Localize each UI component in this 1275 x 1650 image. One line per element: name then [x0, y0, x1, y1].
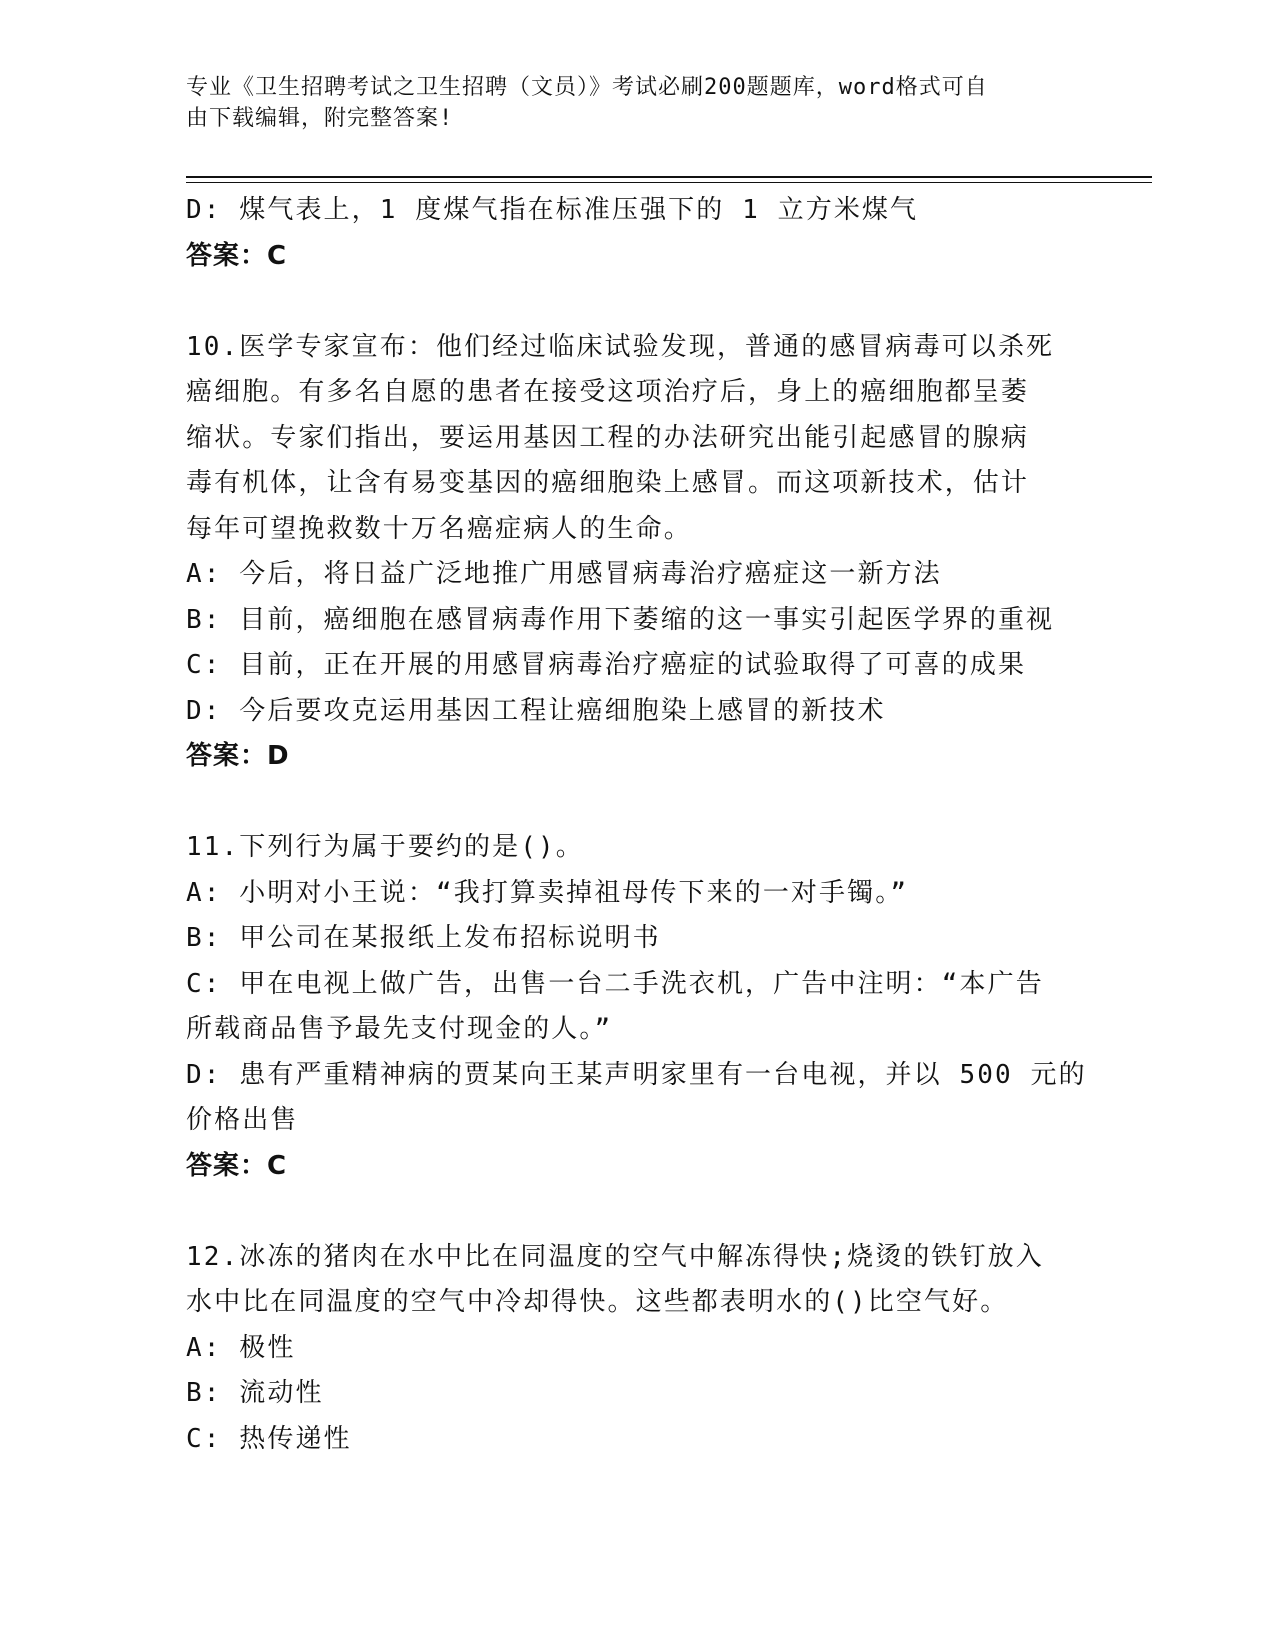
q10-stem-line: 毒有机体，让含有易变基因的癌细胞染上感冒。而这项新技术，估计	[186, 468, 1030, 498]
question-12	[186, 1235, 1066, 1463]
q10-stem-line: 缩状。专家们指出，要运用基因工程的办法研究出能引起感冒的腺病	[186, 422, 1030, 453]
question-9-tail	[186, 188, 1066, 279]
q10-option-b: B: 目前，癌细胞在感冒病毒作用下萎缩的这一事实引起医学界的重视	[186, 604, 1055, 635]
q12-option-c: C: 热传递性	[186, 1423, 352, 1454]
q10-option-c: C: 目前，正在开展的用感冒病毒治疗癌症的试验取得了可喜的成果	[186, 650, 1027, 680]
document-body	[186, 188, 1087, 1462]
q11-option-a: A: 小明对小王说：“我打算卖掉祖母传下来的一对手镯。”	[186, 877, 909, 908]
q12-stem-continued: 水中比在同温度的空气中冷却得快。这些都表明水的()比空气好。	[186, 1287, 1009, 1317]
q11-option-b: B: 甲公司在某报纸上发布招标说明书	[186, 923, 661, 953]
q11-option-c: C: 甲在电视上做广告，出售一台二手洗衣机，广告中注明：“本广告	[186, 968, 1044, 999]
q11-stem: 11.下列行为属于要约的是()。	[186, 832, 584, 862]
spacer	[186, 780, 1066, 826]
q10-stem-line: 10.医学专家宣布：他们经过临床试验发现，普通的感冒病毒可以杀死	[186, 331, 1055, 362]
spacer	[186, 1189, 1066, 1235]
page-header	[186, 72, 1066, 134]
q12-option-a: A: 极性	[186, 1332, 296, 1363]
q12-stem: 12.冰冻的猪肉在水中比在同温度的空气中解冻得快;烧烫的铁钉放入	[186, 1241, 1044, 1272]
document-page	[186, 0, 1152, 1650]
header-divider-thick	[186, 176, 1152, 178]
q10-option-d: D: 今后要攻克运用基因工程让癌细胞染上感冒的新技术	[186, 695, 886, 726]
q9-option-d: D: 煤气表上，1 度煤气指在标准压强下的 1 立方米煤气	[186, 195, 919, 225]
q10-stem-line: 癌细胞。有多名自愿的患者在接受这项治疗后，身上的癌细胞都呈萎	[186, 377, 1030, 407]
q9-answer: 答案：C	[186, 240, 288, 271]
header-line-1: 专业《卫生招聘考试之卫生招聘（文员）》考试必刷200题题库，word格式可自	[186, 75, 988, 100]
header-divider-thin	[186, 182, 1152, 183]
header-line-2: 由下载编辑，附完整答案!	[186, 106, 454, 131]
q11-option-c-continued: 所载商品售予最先支付现金的人。”	[186, 1014, 613, 1044]
question-11	[186, 825, 1087, 1189]
q12-option-b: B: 流动性	[186, 1378, 324, 1408]
q11-answer: 答案：C	[186, 1150, 288, 1181]
question-10	[186, 325, 1066, 780]
spacer	[186, 279, 1066, 325]
q11-option-d-continued: 价格出售	[186, 1105, 299, 1135]
q11-option-d: D: 患有严重精神病的贾某向王某声明家里有一台电视，并以 500 元的	[186, 1059, 1087, 1090]
q10-option-a: A: 今后，将日益广泛地推广用感冒病毒治疗癌症这一新方法	[186, 559, 942, 589]
q10-answer: 答案：D	[186, 741, 290, 771]
q10-stem-line: 每年可望挽救数十万名癌症病人的生命。	[186, 513, 692, 544]
